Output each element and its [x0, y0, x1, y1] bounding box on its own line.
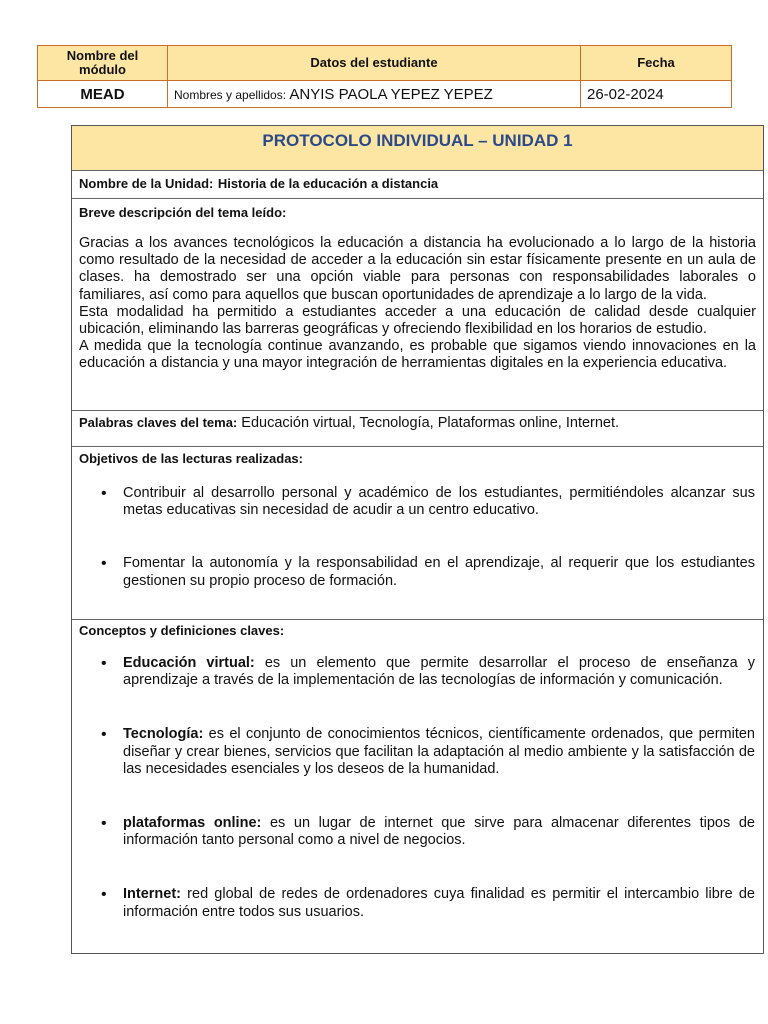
bullet-icon: • — [101, 555, 107, 573]
concept-term: plataformas online: — [123, 815, 262, 832]
description-paragraph: Gracias a los avances tecnológicos la educación a distancia ha evolucionado a lo largo de la historia como resultado de la necesidad de acceder a la educación sin estar físicamente presente en un aula de clases. ha demostrado ser una opción viable para personas con responsabilidades laborales o familiares, así como para aquellos que buscan oportunidades de aprendizaje a lo largo de la vida. — [79, 235, 756, 303]
col-datos-header: Datos del estudiante — [168, 46, 581, 81]
concept-item — [72, 815, 763, 849]
keywords-value: Educación virtual, Tecnología, Plataformas online, Internet. — [241, 415, 620, 431]
student-header-table — [37, 45, 732, 108]
concepts-label: Conceptos y definiciones claves: — [79, 623, 285, 638]
concept-term: Tecnología: — [123, 726, 204, 743]
protocol-box — [71, 125, 764, 954]
concept-item — [72, 655, 763, 689]
objective-item — [72, 485, 763, 519]
student-name-cell — [168, 81, 581, 108]
student-name-value: ANYIS PAOLA YEPEZ YEPEZ — [289, 85, 493, 103]
description-paragraph: A medida que la tecnología continue avanzando, es probable que sigamos viendo innovaciones en la educación a distancia y una mayor integración de herramientas digitales en la experiencia educativa. — [79, 338, 756, 372]
col-modulo-header: Nombre del módulo — [38, 46, 168, 81]
student-name-label: Nombres y apellidos: — [174, 87, 287, 102]
date-value: 26-02-2024 — [581, 81, 732, 108]
header-row — [38, 46, 732, 81]
unit-name: Historia de la educación a distancia — [217, 176, 439, 191]
values-row — [38, 81, 732, 108]
protocol-title: PROTOCOLO INDIVIDUAL – UNIDAD 1 — [72, 126, 763, 171]
description-section — [72, 199, 763, 411]
concepts-section — [72, 620, 763, 953]
description-paragraph: Esta modalidad ha permitido a estudiantes acceder a una educación de calidad desde cualquier ubicación, eliminando las barreras geográficas y ofreciendo flexibilidad en los horarios de estudio. — [79, 303, 756, 338]
objectives-label: Objetivos de las lecturas realizadas: — [79, 451, 303, 466]
bullet-icon: • — [101, 726, 107, 744]
objective-item — [72, 555, 763, 589]
keywords-section — [72, 411, 763, 447]
keywords-label: Palabras claves del tema: — [79, 415, 238, 430]
objectives-section — [72, 447, 763, 620]
bullet-icon: • — [101, 815, 107, 833]
description-label: Breve descripción del tema leído: — [79, 205, 287, 220]
unit-label: Nombre de la Unidad: — [79, 176, 214, 191]
concept-definition: es el conjunto de conocimientos técnicos, científicamente ordenados, que permiten diseñar y crear bienes, servicios que facilitan la adaptación al medio ambiente y la satisfacción de las necesidades esenciales y los deseos de la humanidad. — [123, 726, 755, 777]
unit-section — [72, 171, 763, 199]
bullet-icon: • — [101, 655, 107, 672]
bullet-icon: • — [101, 886, 107, 904]
concept-item — [72, 886, 763, 920]
concept-term: Internet: — [123, 886, 181, 903]
concept-definition: es un elemento que permite desarrollar el proceso de enseñanza y aprendizaje a través de la implementación de las tecnologías de información y comunicación. — [123, 655, 755, 689]
objective-text: Fomentar la autonomía y la responsabilidad en el aprendizaje, al requerir que los estudiantes gestionen su propio proceso de formación. — [123, 555, 755, 589]
concept-definition: es un lugar de internet que sirve para almacenar diferentes tipos de información tanto personal como a nivel de negocios. — [123, 815, 755, 849]
module-value: MEAD — [38, 81, 168, 108]
objective-text: Contribuir al desarrollo personal y académico de los estudiantes, permitiéndoles alcanzar sus metas educativas sin necesidad de acudir a un centro educativo. — [123, 485, 755, 519]
objectives-list — [72, 485, 763, 590]
bullet-icon: • — [101, 485, 107, 502]
col-fecha-header: Fecha — [581, 46, 732, 81]
concepts-list — [72, 655, 763, 921]
concept-term: Educación virtual: — [123, 655, 255, 671]
concept-item — [72, 726, 763, 778]
concept-definition: red global de redes de ordenadores cuya finalidad es permitir el intercambio libre de información entre todos sus usuarios. — [123, 886, 755, 920]
